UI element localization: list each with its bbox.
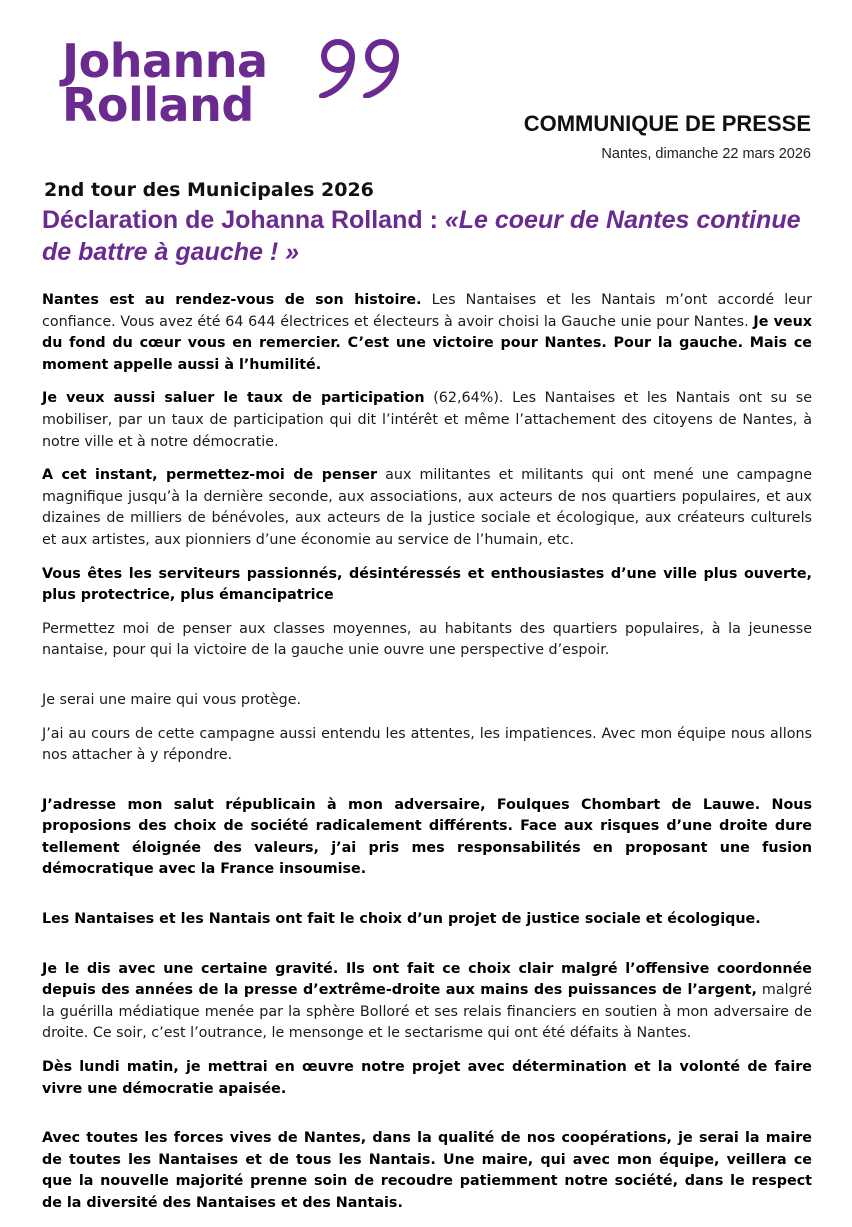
body-paragraph — [42, 909, 812, 931]
body-paragraph — [42, 290, 812, 376]
body-paragraph — [42, 1128, 812, 1214]
paragraph-text: malgré la guérilla médiatique menée par la sphère Bolloré et ses relais financiers en soutien à mon adversaire de droite. Ce soir, c’est l’outrance, le mensonge et le sectarisme qui ont été défaits à Nantes. — [42, 982, 813, 1042]
body-paragraph — [42, 690, 812, 712]
press-release-title: COMMUNIQUE DE PRESSE — [523, 111, 811, 136]
paragraph-bold-lead: Avec toutes les forces vives de Nantes, dans la qualité de nos coopérations, je serai la maire de toutes les Nantaises et de tous les Nantais. Une maire, qui avec mon équipe, veillera ce que la nouvelle majorité prenne soin de recoudre patiemment notre société, dans le respect de la diversité des Nantaises et des Nantais. — [42, 1130, 812, 1211]
body-paragraph — [42, 724, 812, 767]
paragraph-bold-lead: J’adresse mon salut républicain à mon adversaire, Foulques Chombart de Lauwe. Nous proposions des choix de société radicalement différents. Face aux risques d’une droite dure tellement éloignée des valeurs, j’ai pris mes responsabilités en proposant une fusion démocratique avec la France insoumise. — [42, 796, 812, 878]
paragraph-bold-lead: Dès lundi matin, je mettrai en œuvre notre projet avec détermination et la volonté de faire vivre une démocratie apaisée. — [42, 1059, 812, 1097]
headline-subtitle: 2nd tour des Municipales 2026 — [44, 179, 374, 201]
press-release-date: Nantes, dimanche 22 mars 2026 — [601, 146, 811, 162]
paragraph-bold-tail: Je veux du fond du cœur vous en remercier. C’est une victoire pour Nantes. Pour la gauche. Mais ce moment appelle aussi à l’humilité. — [42, 313, 812, 373]
paragraph-bold-lead: Je veux aussi saluer le taux de participation — [42, 390, 425, 407]
body-paragraph — [42, 564, 812, 607]
paragraph-bold-lead: A cet instant, permettez-moi de penser — [42, 467, 378, 484]
paragraph-text: J’ai au cours de cette campagne aussi entendu les attentes, les impatiences. Avec mon équipe nous allons nos attacher à y répondre. — [42, 725, 812, 764]
logo-first-name: Johanna — [62, 34, 268, 88]
quote-marks-icon — [308, 36, 408, 98]
press-release-body — [42, 290, 812, 1227]
campaign-logo — [62, 36, 422, 136]
paragraph-text: Permettez moi de penser aux classes moyennes, au habitants des quartiers populaires, à la jeunesse nantaise, pour qui la victoire de la gauche unie ouvre une perspective d’espoir. — [42, 620, 812, 659]
headline-title — [42, 204, 822, 268]
body-paragraph — [42, 959, 812, 1045]
paragraph-text: (62,64%). Les Nantaises et les Nantais ont su se mobiliser, par un taux de participation qui dit l’intérêt et même l’attachement des citoyens de Nantes, à notre ville et à notre démocratie. — [42, 390, 812, 450]
body-paragraph — [42, 388, 812, 453]
paragraph-text: Les Nantaises et les Nantais m’ont accordé leur confiance. Vous avez été 64 644 électrices et électeurs à avoir choisi la Gauche unie pour Nantes. — [42, 292, 812, 330]
paragraph-text: aux militantes et militants qui ont mené une campagne magnifique jusqu’à la dernière seconde, aux associations, aux acteurs de nos quartiers populaires, et aux dizaines de milliers de bénévoles, aux acteurs de la justice sociale et écologique, aux créateurs culturels et aux artistes, aux pionniers d’une économie au service de l’humain, etc. — [42, 467, 812, 548]
body-paragraph — [42, 619, 812, 662]
paragraph-bold-lead: Les Nantaises et les Nantais ont fait le choix d’un projet de justice sociale et écologique. — [42, 911, 761, 928]
paragraph-text: Je serai une maire qui vous protège. — [42, 691, 302, 708]
headline-title-prefix: Déclaration de Johanna Rolland : — [42, 206, 445, 234]
body-paragraph — [42, 795, 812, 881]
body-paragraph — [42, 1057, 812, 1100]
body-paragraph — [42, 465, 812, 551]
paragraph-bold-lead: Vous êtes les serviteurs passionnés, désintéressés et enthousiastes d’une ville plus ouverte, plus protectrice, plus émancipatrice — [42, 565, 812, 604]
paragraph-bold-lead: Nantes est au rendez-vous de son histoire. — [42, 292, 422, 308]
headline-title-quote: «Le coeur de Nantes continue de battre à gauche ! » — [42, 206, 801, 266]
paragraph-bold-lead: Je le dis avec une certaine gravité. Ils ont fait ce choix clair malgré l’offensive coordonnée depuis des années de la presse d’extrême-droite aux mains des puissances de l’argent, — [42, 960, 812, 999]
logo-last-name: Rolland — [62, 78, 254, 132]
